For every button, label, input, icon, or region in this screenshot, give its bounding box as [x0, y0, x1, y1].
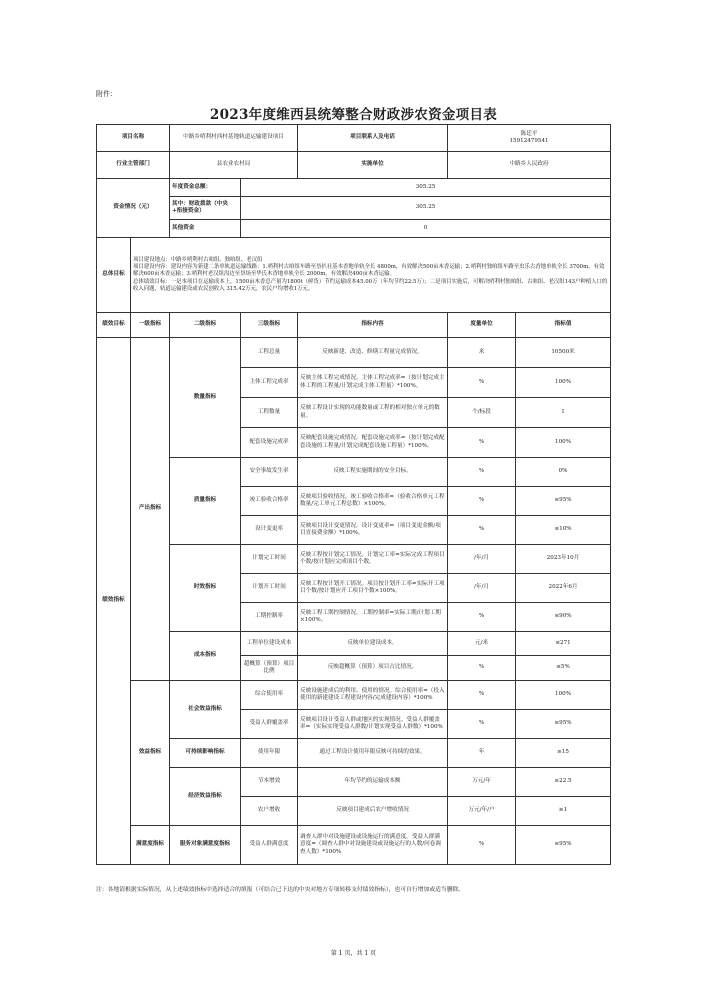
sustain-indicator-label: 可持续影响指标 [170, 739, 241, 768]
value-cell: ≥95% [516, 487, 611, 516]
level3-cell: 计划完工时间 [241, 545, 298, 574]
header-content: 指标内容 [298, 313, 448, 338]
unit-cell: % [448, 681, 516, 710]
indicator-row [97, 768, 611, 797]
benefit-indicator-label: 效益指标 [131, 681, 170, 826]
value-cell: 100% [516, 428, 611, 458]
summary-text [131, 238, 611, 313]
funds-central-label: 其中：财政拨款（中央+衔接资金） [170, 197, 241, 220]
indicator-row [97, 681, 611, 710]
summary-label: 总体目标 [97, 238, 131, 313]
level3-cell: 工期控制率 [241, 603, 298, 632]
quantity-indicator-label: 数量指标 [170, 338, 241, 458]
funds-annual-label: 年度资金总额： [170, 179, 241, 197]
level3-cell: 竣工验收合格率 [241, 487, 298, 516]
level3-cell: 工程数量 [241, 398, 298, 428]
content-cell: 反映工程工期控制情况。工期控制率=实际工期/计划工期×100%。 [298, 603, 448, 632]
impl-value: 中路乡人民政府 [448, 152, 611, 179]
unit-cell: % [448, 458, 516, 487]
level3-cell: 超概算（预算）项目比例 [241, 656, 298, 681]
value-cell: 10500米 [516, 338, 611, 368]
unit-cell: 万元/年 [448, 768, 516, 797]
social-indicator-label: 社会效益指标 [170, 681, 241, 739]
level3-cell: 设计变更率 [241, 516, 298, 545]
value-cell: ≤10% [516, 516, 611, 545]
unit-cell: % [448, 826, 516, 865]
value-cell: ≥95% [516, 710, 611, 739]
funds-label: 资金情况（元） [97, 179, 170, 238]
funds-row-annual [97, 179, 611, 197]
indicator-row [97, 338, 611, 368]
timeliness-indicator-label: 时效指标 [170, 545, 241, 632]
value-cell: 100% [516, 368, 611, 398]
value-cell: 100% [516, 681, 611, 710]
value-cell: 1 [516, 398, 611, 428]
indicator-row [97, 458, 611, 487]
value-cell: ≥22.5 [516, 768, 611, 797]
header-perf-goal: 绩效目标 [97, 313, 131, 338]
unit-cell: % [448, 368, 516, 398]
header-level2: 二级指标 [170, 313, 241, 338]
content-cell: 年均节约的运输成本额 [298, 768, 448, 797]
content-cell: 反映配套设施完成情况。配套设施完成率=（按计划完成配套设施的工程量/计划完成配套设施工程量）*100%。 [298, 428, 448, 458]
content-cell: 反映项目设计受益人群或地区的实现情况。受益人群覆盖率=（实际实现受益人群数/计划实现受益人群数）*100% [298, 710, 448, 739]
header-row [97, 313, 611, 338]
value-cell: ≤271 [516, 632, 611, 656]
contact-label: 项目联系人及电话 [298, 125, 448, 152]
satisfaction-indicator-label: 满意度指标 [131, 826, 170, 865]
value-cell: ≥95% [516, 826, 611, 865]
perf-indicator-label: 绩效指标 [97, 338, 131, 865]
value-cell: ≤5% [516, 656, 611, 681]
content-cell: 反映项目设计变更情况。设计变更率=（项目变更金额/项目直接费金额）*100%。 [298, 516, 448, 545]
level3-cell: 计划开工时间 [241, 574, 298, 603]
content-cell: 反映工程按计划开工情况。项目按计划开工率=实际开工项目个数/按计划应开工项目个数×100%。 [298, 574, 448, 603]
footnote: 注：各地请根据实际情况，从上述绩效指标中选择适合的填报（可结合已下达的中央对地方专项转移支付绩效指标），也可自行增加或适当删除。 [96, 887, 465, 893]
content-cell: 反映工程设计实现的功能数量或工程的相对独立单元的数量。 [298, 398, 448, 428]
unit-cell: 元/米 [448, 632, 516, 656]
funds-annual-value: 305.25 [241, 179, 611, 197]
level3-cell: 综合使用率 [241, 681, 298, 710]
level3-cell: 主体工程完成率 [241, 368, 298, 398]
unit-cell: /年/月 [448, 545, 516, 574]
content-cell: 反映主体工程完成情况。主体工程完成率=（按计划完成主体工程的工程量/计划完成主体工程量）*100%。 [298, 368, 448, 398]
level3-cell: 受益人群覆盖率 [241, 710, 298, 739]
unit-cell: 年 [448, 739, 516, 768]
content-cell: 反映超概算（预算）项目占比情况。 [298, 656, 448, 681]
summary-row [97, 238, 611, 313]
unit-cell: % [448, 487, 516, 516]
value-cell: 2023年10月 [516, 545, 611, 574]
service-indicator-label: 服务对象满意度指标 [170, 826, 241, 865]
value-cell: ≤90% [516, 603, 611, 632]
summary-content: 项目建设内容：建设内容为新建二条单轨道运输线路：1.哨利村古咱组车路至垦扒社基本香地单轨全长 4800m，有效解决500亩木香运输；2.哨利村独咱组车路至虫乐古香地单轨全长 3700m，有效解决600亩木香运输；3.哨利村老汉组沟边至垦场至华氏木香地单轨全长 2000m，有效解决400亩木香运输。 [133, 264, 605, 278]
content-cell: 反映项目建成后农户增收情况 [298, 797, 448, 826]
economic-indicator-label: 经济效益指标 [170, 768, 241, 826]
funds-row-central [97, 197, 611, 220]
page-title: 2023年度维西县统筹整合财政涉农资金项目表 [209, 107, 498, 123]
unit-cell: % [448, 710, 516, 739]
content-cell: 调查人群中对设施建设或设施运行的满意度。受益人群满意度=（调查人群中对设施建设或设施运行的人数/问卷调查人数）*100% [298, 826, 448, 865]
unit-cell: /年/月 [448, 574, 516, 603]
unit-cell: % [448, 603, 516, 632]
content-cell: 反映单位建设成本。 [298, 632, 448, 656]
contact-value [448, 125, 611, 152]
funds-other-value: 0 [241, 220, 611, 238]
project-name-label: 项目名称 [97, 125, 170, 152]
contact-phone: 15912479541 [509, 138, 549, 144]
header-unit: 度量单位 [448, 313, 516, 338]
funds-row-other [97, 220, 611, 238]
summary-location: 项目建设地点：中路乡哨利村古咱组、独咱组、老汉组 [133, 256, 263, 263]
level3-cell: 安全事故发生率 [241, 458, 298, 487]
content-cell: 通过工程设计使用年限反映可持续的效果。 [298, 739, 448, 768]
contact-name: 陈廷平 [520, 130, 538, 137]
dept-label: 行业主管部门 [97, 152, 170, 179]
project-table [96, 124, 611, 865]
indicator-row [97, 826, 611, 865]
dept-value: 县农业农村局 [170, 152, 298, 179]
unit-cell: % [448, 516, 516, 545]
summary-goal: 总体绩效目标：一是本项目在运输成本上，1500亩木香总产量为1800t（鲜货）节约运输成本45.00万（年均节约22.5万）；二是项目实施后，可解决哨利村独咱组、古咱组、老汉组143户种植人口的收入问题，轨道运输建设或农民创收入 315.42万元，农民户均增收1万元。 [133, 278, 608, 292]
level3-cell: 节本增效 [241, 768, 298, 797]
value-cell: ≥1 [516, 797, 611, 826]
unit-cell: 个/标段 [448, 398, 516, 428]
level3-cell: 受益人群满意度 [241, 826, 298, 865]
attachment-label: 附件： [96, 90, 117, 98]
indicator-row [97, 632, 611, 656]
dept-row [97, 152, 611, 179]
funds-central-value: 305.25 [241, 197, 611, 220]
header-value: 指标值 [516, 313, 611, 338]
level3-cell: 配套设施完成率 [241, 428, 298, 458]
value-cell: 2022年6月 [516, 574, 611, 603]
content-cell: 反映工程按计划完工情况。计划完工率=实际完成工程项目个数/按计划应完成项目个数。 [298, 545, 448, 574]
funds-other-label: 其他资金 [170, 220, 241, 238]
content-cell: 反映项目验收情况。竣工验收合格率=（验收合格单元工程数量/完工单元工程总数）×100%。 [298, 487, 448, 516]
unit-cell: % [448, 656, 516, 681]
unit-cell: 万元/年/户 [448, 797, 516, 826]
output-indicator-label: 产出指标 [131, 338, 170, 681]
impl-label: 实施单位 [298, 152, 448, 179]
project-name-row [97, 125, 611, 152]
header-level1: 一级指标 [131, 313, 170, 338]
content-cell: 反映设施建成后的利用、使用的情况。综合使用率=（投入使用的新建建设工程建设内容/完成建设内容）*100% [298, 681, 448, 710]
value-cell: 0% [516, 458, 611, 487]
unit-cell: % [448, 428, 516, 458]
level3-cell: 农户增收 [241, 797, 298, 826]
quality-indicator-label: 质量指标 [170, 458, 241, 545]
content-cell: 反映新建、改造、修缮工程量完成情况。 [298, 338, 448, 368]
page-number: 第 1 页，共 1 页 [330, 950, 377, 957]
header-level3: 三级指标 [241, 313, 298, 338]
project-name-value: 中路乡哨利村西村基地轨道运输建设项目 [170, 125, 298, 152]
level3-cell: 工程单位建设成本 [241, 632, 298, 656]
value-cell: ≥15 [516, 739, 611, 768]
unit-cell: 米 [448, 338, 516, 368]
indicator-row [97, 739, 611, 768]
indicator-row [97, 545, 611, 574]
level3-cell: 工程总量 [241, 338, 298, 368]
content-cell: 反映工程实施期间的安全目标。 [298, 458, 448, 487]
level3-cell: 使用年限 [241, 739, 298, 768]
cost-indicator-label: 成本指标 [170, 632, 241, 681]
